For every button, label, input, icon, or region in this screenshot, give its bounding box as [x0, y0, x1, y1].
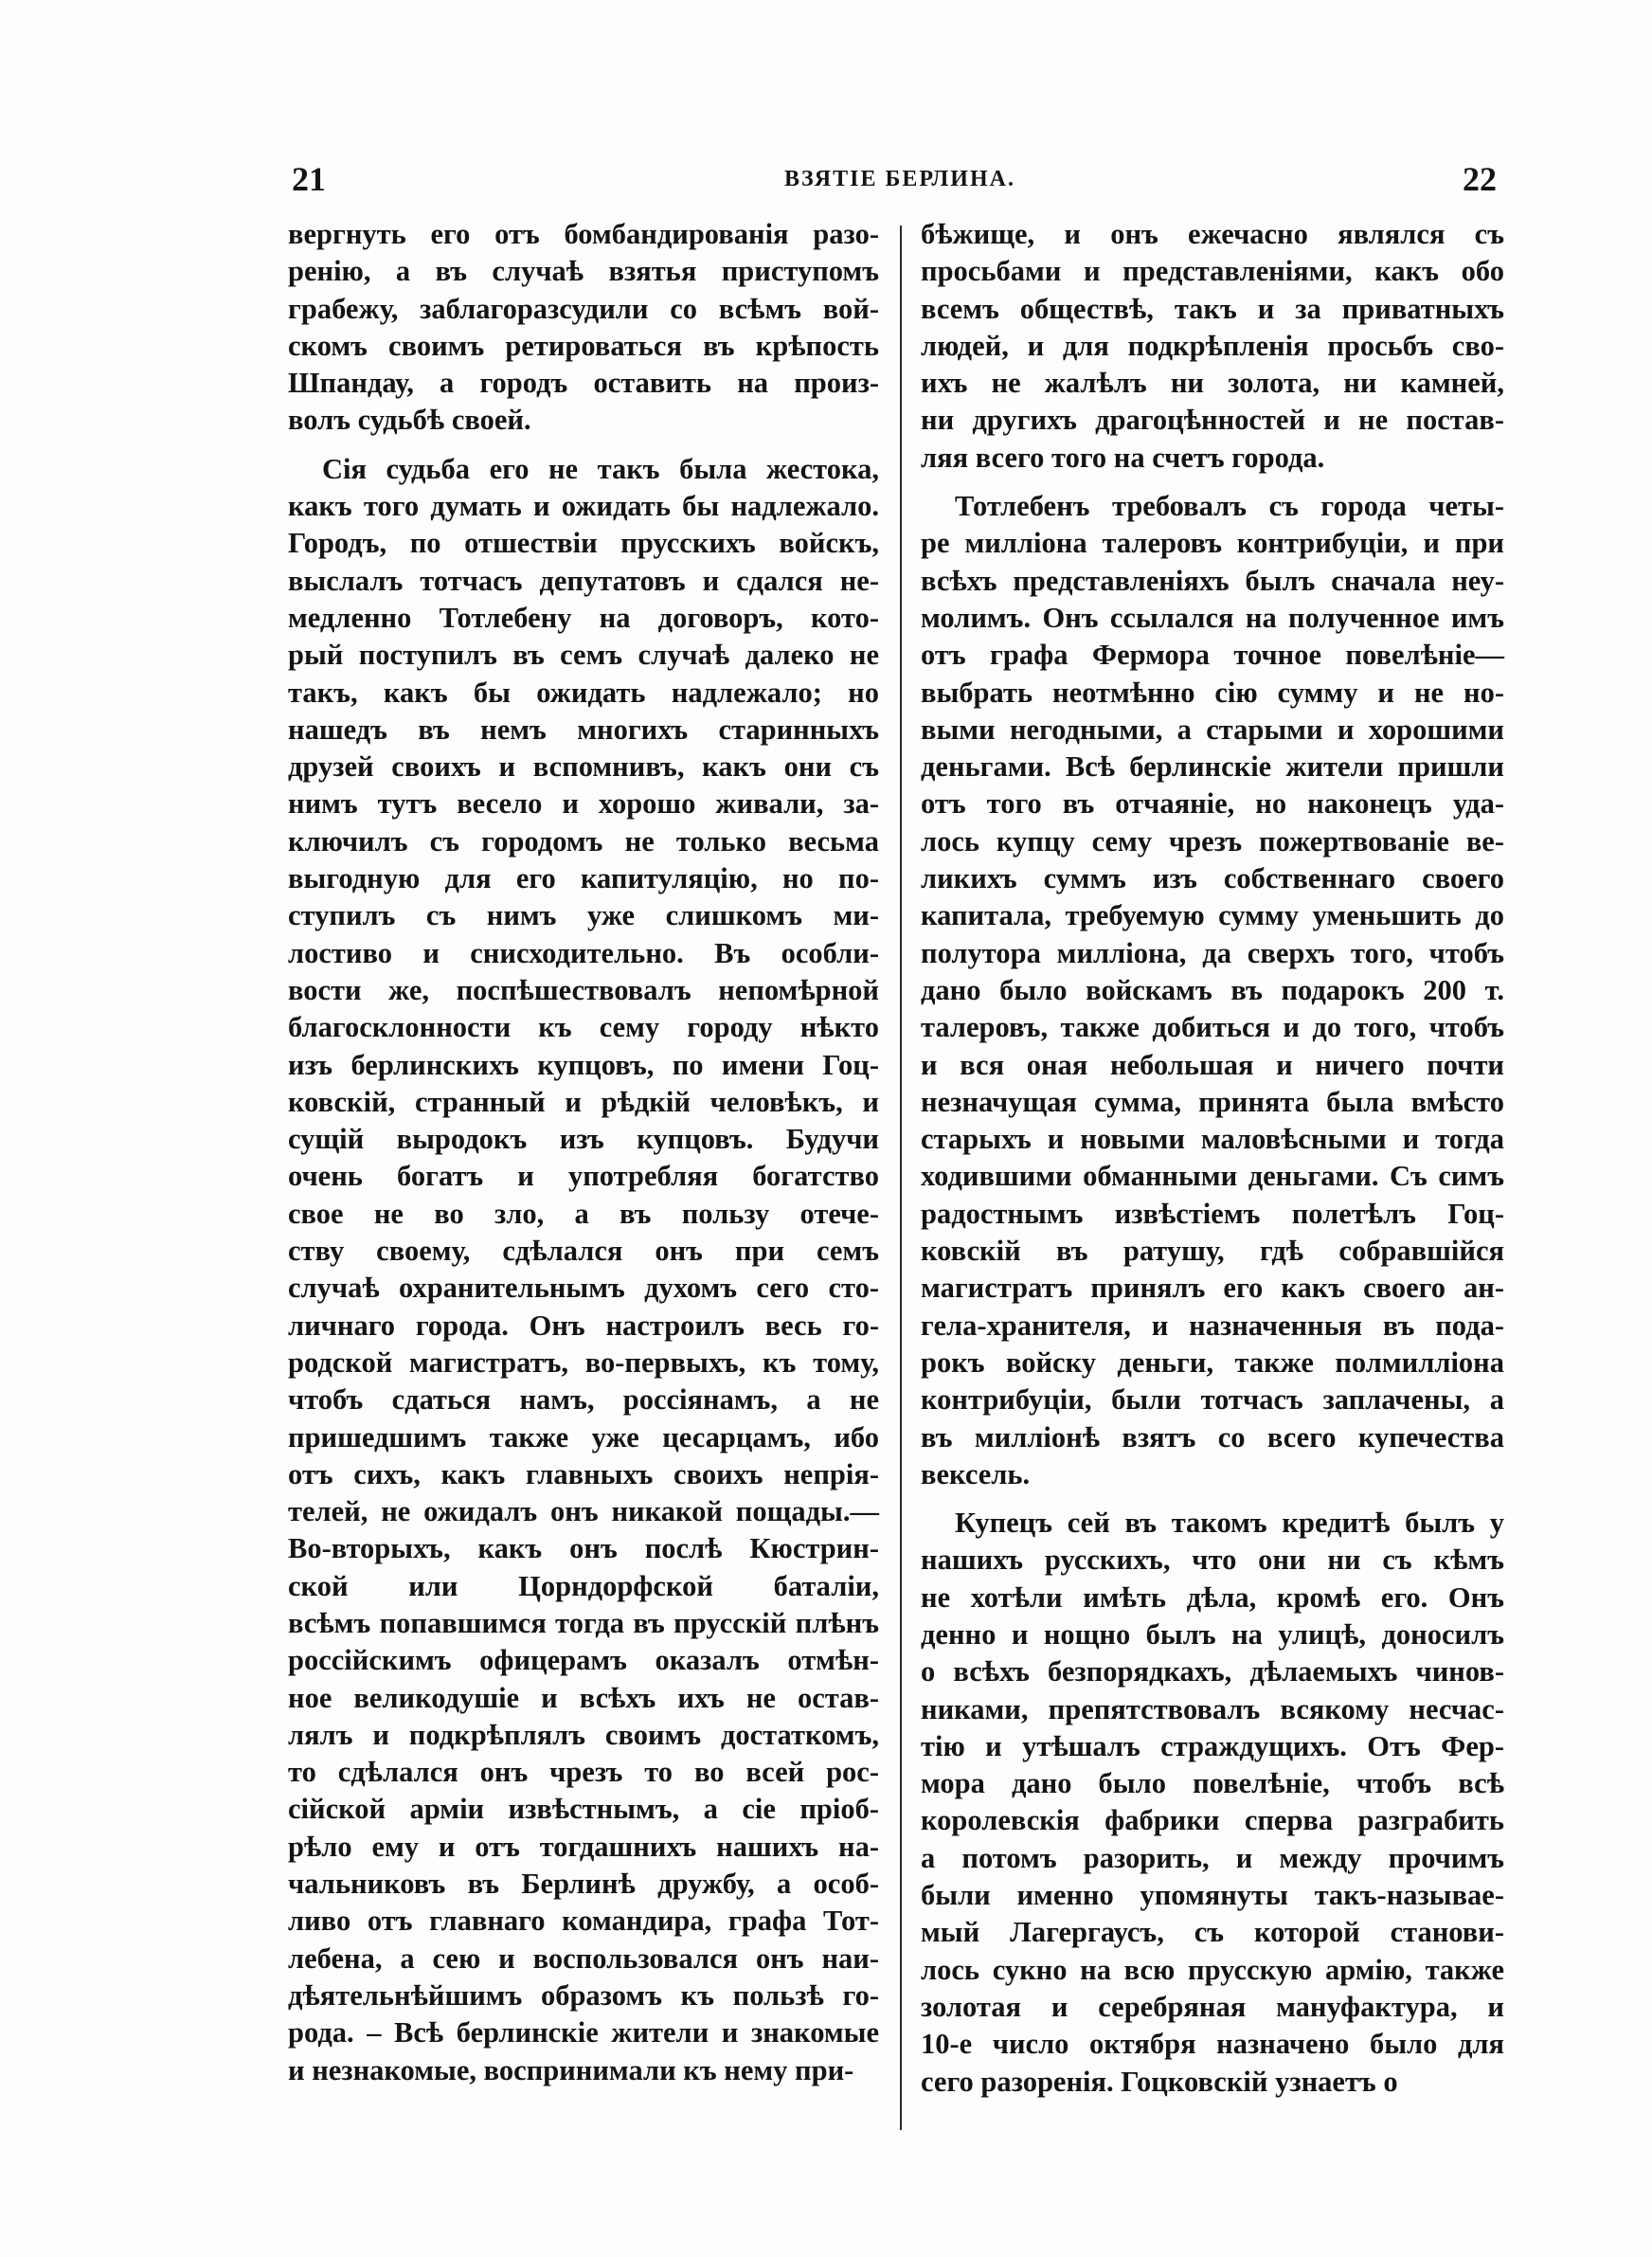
text-line: телей, не ожидалъ онъ никакой пощады.—	[288, 1495, 879, 1528]
text-line: свое не во зло, а въ пользу отече-	[288, 1197, 879, 1230]
text-line: лось сукно на всю прусскую армію, также	[921, 1953, 1504, 1986]
paragraph-gap	[921, 477, 1504, 488]
text-line: деньгами. Всѣ берлинскіе жители пришли	[921, 750, 1504, 784]
text-line: родской магистратъ, во-первыхъ, къ тому,	[288, 1345, 879, 1379]
text-line: ской или Цорндорфской баталіи,	[288, 1569, 879, 1602]
text-line: то сдѣлался онъ чрезъ то во всей рос-	[288, 1756, 879, 1789]
text-line: отъ того въ отчаяніе, но наконецъ уда-	[921, 787, 1504, 821]
text-line: ключилъ съ городомъ не только весьма	[288, 824, 879, 858]
text-line: нашедъ въ немъ многихъ старинныхъ	[288, 713, 879, 746]
text-line: лось купцу сему чрезъ пожертвованіе ве-	[921, 824, 1504, 858]
text-line: магистратъ принялъ его какъ своего ан-	[921, 1272, 1504, 1305]
text-line: королевскія фабрики сперва разграбить	[921, 1804, 1504, 1837]
text-line: ликихъ суммъ изъ собственнаго своего	[921, 862, 1504, 895]
text-line: медленно Тотлебену на договоръ, кото-	[288, 601, 879, 634]
text-line: изъ берлинскихъ купцовъ, по имени Гоц-	[288, 1048, 879, 1081]
text-line: ходившими обманными деньгами. Съ симъ	[921, 1160, 1504, 1193]
paragraph-gap	[288, 440, 879, 451]
text-line: сего разоренія. Гоцковскій узнаетъ о	[921, 2065, 1398, 2098]
text-line: чальниковъ въ Берлинѣ дружбу, а особ-	[288, 1868, 879, 1901]
text-line: всѣхъ представленіяхъ былъ сначала неу-	[921, 564, 1504, 597]
paragraph	[288, 216, 879, 440]
text-line: дано было войскамъ въ подарокъ 200 т.	[921, 973, 1504, 1006]
text-line: нашихъ русскихъ, что они ни съ кѣмъ	[921, 1544, 1504, 1577]
text-line: какъ того думать и ожидать бы надлежало.	[288, 490, 879, 523]
paragraph	[288, 451, 879, 2089]
text-line: рѣло ему и отъ тогдашнихъ нашихъ на-	[288, 1830, 879, 1863]
text-line: капитала, требуемую сумму уменьшить до	[921, 899, 1504, 932]
text-line: не хотѣли имѣть дѣла, кромѣ его. Онъ	[921, 1580, 1504, 1614]
text-line: никами, препятствовалъ всякому несчас-	[921, 1692, 1504, 1725]
text-line: выслалъ тотчасъ депутатовъ и сдался не-	[288, 564, 879, 597]
text-line: такъ, какъ бы ожидать надлежало; но	[288, 676, 879, 709]
text-line: рода. – Всѣ берлинскіе жители и знакомые	[288, 2016, 879, 2049]
right-text-column	[921, 216, 1504, 2101]
text-line: тію и утѣшалъ страждущихъ. Отъ Фер-	[921, 1729, 1504, 1762]
text-line: вергнуть его отъ бомбандированія разо-	[288, 218, 879, 250]
text-line: ству своему, сдѣлался онъ при семъ	[288, 1235, 879, 1268]
text-line: вексель.	[921, 1457, 1031, 1490]
text-line: Городъ, по отшествіи прусскихъ войскъ,	[288, 527, 879, 560]
text-line: ренію, а въ случаѣ взятья приступомъ	[288, 255, 879, 288]
text-line: молимъ. Онъ ссылался на полученное имъ	[921, 601, 1504, 634]
text-line: старыхъ и новыми маловѣсными и тогда	[921, 1123, 1504, 1156]
text-line: рокъ войску деньги, также полмилліона	[921, 1345, 1504, 1379]
text-line: выгодную для его капитуляцію, но по-	[288, 862, 879, 895]
text-line: вости же, поспѣшествовалъ непомѣрной	[288, 973, 879, 1006]
column-divider	[900, 226, 902, 2130]
page-number-left: 21	[292, 160, 326, 198]
running-title: ВЗЯТІЕ БЕРЛИНА.	[784, 167, 1015, 191]
text-line: бѣжище, и онъ ежечасно являлся съ	[921, 218, 1504, 250]
text-line: сійской арміи извѣстнымъ, а сіе пріоб-	[288, 1793, 879, 1826]
text-line: ступилъ съ нимъ уже слишкомъ ми-	[288, 899, 879, 932]
text-line: случаѣ охранительнымъ духомъ сего сто-	[288, 1272, 879, 1305]
page-number-right: 22	[1463, 160, 1497, 198]
text-line: личнаго города. Онъ настроилъ весь го-	[288, 1309, 879, 1342]
text-line: о всѣхъ безпорядкахъ, дѣлаемыхъ чинов-	[921, 1655, 1504, 1688]
text-line: радостнымъ извѣстіемъ полетѣлъ Гоц-	[921, 1197, 1504, 1230]
text-line: мый Лагергаусъ, съ которой станови-	[921, 1916, 1504, 1949]
text-line: въ милліонѣ взятъ со всего купечества	[921, 1420, 1504, 1454]
text-line: россійскимъ офицерамъ оказалъ отмѣн-	[288, 1644, 879, 1677]
text-line: лостиво и снисходительно. Въ особли-	[288, 936, 879, 969]
text-line: незначущая сумма, принята была вмѣсто	[921, 1085, 1504, 1118]
text-line: и вся оная небольшая и ничего почти	[921, 1048, 1504, 1081]
text-line: выми негодными, а старыми и хорошими	[921, 713, 1504, 746]
text-line: рый поступилъ въ семъ случаѣ далеко не	[288, 639, 879, 672]
text-line: волъ судьбѣ своей.	[288, 404, 531, 437]
text-line: Во-вторыхъ, какъ онъ послѣ Кюстрин-	[288, 1532, 879, 1565]
text-line: ковскій, странный и рѣдкій человѣкъ, и	[288, 1085, 879, 1118]
text-line: грабежу, заблагоразсудили со всѣмъ вой-	[288, 292, 879, 325]
text-line: мора дано было повелѣніе, чтобъ всѣ	[921, 1767, 1504, 1800]
text-line: друзей своихъ и вспомнивъ, какъ они съ	[288, 750, 879, 784]
text-line: ливо отъ главнаго командира, графа Тот-	[288, 1905, 879, 1938]
text-line: контрибуціи, были тотчасъ заплачены, а	[921, 1383, 1504, 1417]
text-line: Тотлебенъ требовалъ съ города четы-	[955, 490, 1504, 523]
text-line: скомъ своимъ ретироваться въ крѣпость	[288, 329, 879, 362]
text-line: ихъ не жалѣлъ ни золота, ни камней,	[921, 367, 1504, 400]
text-line: дѣятельнѣйшимъ образомъ къ пользѣ го-	[288, 1978, 879, 2012]
text-line: ре милліона талеровъ контрибуціи, и при	[921, 527, 1504, 560]
text-line: денно и нощно былъ на улицѣ, доносилъ	[921, 1617, 1504, 1651]
text-line: золотая и серебряная мануфактура, и	[921, 1990, 1504, 2023]
text-line: сущій выродокъ изъ купцовъ. Будучи	[288, 1123, 879, 1156]
paragraph-gap	[921, 1493, 1504, 1505]
text-line: всемъ обществѣ, такъ и за приватныхъ	[921, 292, 1504, 325]
text-line: а потомъ разорить, и между прочимъ	[921, 1841, 1504, 1874]
text-line: талеровъ, также добиться и до того, чтобъ	[921, 1011, 1504, 1044]
left-text-column	[288, 216, 879, 2089]
text-line: 10-е число октября назначено было для	[921, 2028, 1504, 2061]
text-line: выбрать неотмѣнно сію сумму и не но-	[921, 676, 1504, 709]
text-line: нимъ тутъ весело и хорошо живали, за-	[288, 787, 879, 821]
text-line: всѣмъ попавшимся тогда въ прусскій плѣнъ	[288, 1606, 879, 1639]
text-line: отъ графа Фермора точное повелѣніе—	[921, 639, 1504, 672]
text-line: Шпандау, а городъ оставить на произ-	[288, 367, 879, 400]
text-line: людей, и для подкрѣпленія просьбъ сво-	[921, 329, 1504, 362]
page-header	[284, 159, 1516, 207]
text-line: лебена, а сею и воспользовался онъ наи-	[288, 1941, 879, 1975]
paragraph	[921, 1505, 1504, 2101]
text-line: полутора милліона, да сверхъ того, чтобъ	[921, 936, 1504, 969]
paragraph	[921, 488, 1504, 1493]
text-line: и незнакомые, воспринимали къ нему при-	[288, 2053, 854, 2086]
text-line: очень богатъ и употребляя богатство	[288, 1160, 879, 1193]
text-line: ковскій въ ратушу, гдѣ собравшійся	[921, 1235, 1504, 1268]
text-line: чтобъ сдаться намъ, россіянамъ, а не	[288, 1383, 879, 1417]
text-line: гела-хранителя, и назначенныя въ пода-	[921, 1309, 1504, 1342]
text-line: ляя всего того на счетъ города.	[921, 441, 1325, 474]
text-line: благосклонности къ сему городу нѣкто	[288, 1011, 879, 1044]
text-line: пришедшимъ также уже цесарцамъ, ибо	[288, 1420, 879, 1454]
text-line: ное великодушіе и всѣхъ ихъ не остав-	[288, 1681, 879, 1714]
text-line: лялъ и подкрѣплялъ своимъ достаткомъ,	[288, 1718, 879, 1751]
paragraph	[921, 216, 1504, 477]
text-line: ни другихъ драгоцѣнностей и не постав-	[921, 404, 1504, 437]
text-line: были именно упомянуты такъ-называе-	[921, 1879, 1504, 1912]
text-line: Сія судьба его не такъ была жестока,	[322, 452, 879, 485]
text-line: отъ сихъ, какъ главныхъ своихъ непрія-	[288, 1457, 879, 1490]
text-line: Купецъ сей въ такомъ кредитѣ былъ у	[955, 1507, 1504, 1540]
text-line: просьбами и представленіями, какъ обо	[921, 255, 1504, 288]
